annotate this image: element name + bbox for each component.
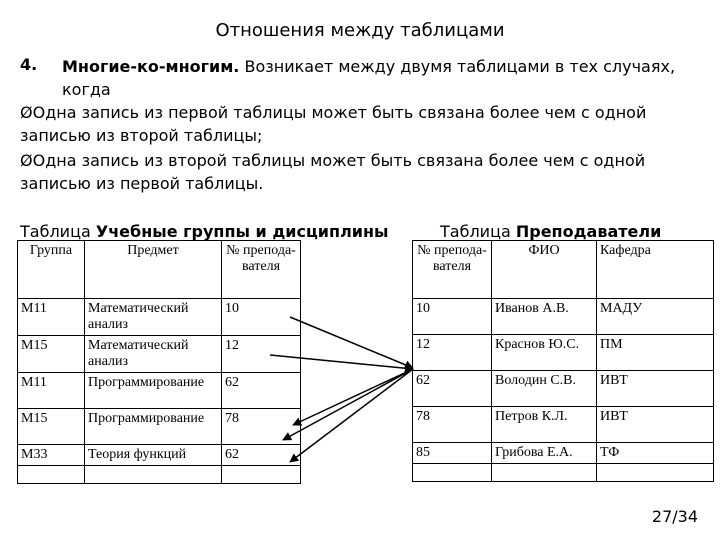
table-cell: 78 [222,409,301,445]
table-cell: Математический анализ [85,336,222,373]
caption-prefix: Таблица [440,222,516,241]
bullet-arrow-icon: Ø [20,151,33,170]
table-cell [597,464,714,482]
table-cell: 78 [413,407,492,443]
table-cell: 62 [413,371,492,407]
table-cell: Программирование [85,373,222,409]
table-cell [492,464,597,482]
table-header-row [413,241,714,299]
table-cell: М15 [18,409,85,445]
table-cell [222,466,301,484]
header-cell: № препода-вателя [222,241,301,299]
left-table-caption [20,222,389,241]
bullet-2 [20,149,700,195]
header-cell: Предмет [85,241,222,299]
table-cell: Программирование [85,409,222,445]
table-row [18,445,301,466]
table-cell: МАДУ [597,299,714,335]
table-cell: ПМ [597,335,714,371]
caption-name: Учебные группы и дисциплины [95,222,389,241]
table-row [18,336,301,373]
header-cell: Группа [18,241,85,299]
table-cell: Иванов А.В. [492,299,597,335]
intro-bold: Многие-ко-многим. [62,57,240,76]
right-table-caption [440,222,661,241]
table-cell: 12 [413,335,492,371]
table-row [413,335,714,371]
teachers-table [412,240,714,482]
header-cell: Кафедра [597,241,714,299]
bullet-1-text: Одна запись из первой таблицы может быть связана более чем с одной записью из второй таблицы; [20,103,647,145]
table-cell: Петров К.Л. [492,407,597,443]
slide-title: Отношения между таблицами [215,20,505,41]
groups-disciplines-table [17,240,301,484]
table-cell: Математический анализ [85,299,222,336]
table-cell [413,464,492,482]
table-cell: Грибова Е.А. [492,443,597,464]
table-cell: Краснов Ю.С. [492,335,597,371]
table-cell: М33 [18,445,85,466]
caption-name: Преподаватели [515,222,662,241]
page-number: 27/34 [651,507,698,526]
header-cell: ФИО [492,241,597,299]
table-cell: Теория функций [85,445,222,466]
bullet-arrow-icon: Ø [20,103,33,122]
link-arrow [290,317,413,368]
link-arrow [293,369,413,425]
table-row [18,466,301,484]
bullet-1 [20,101,700,147]
table-header-row [18,241,301,299]
intro-paragraph [62,55,702,101]
table-row [18,299,301,336]
table-cell [85,466,222,484]
table-row [413,299,714,335]
table-row [18,409,301,445]
table-row [18,373,301,409]
table-row [413,371,714,407]
caption-prefix: Таблица [20,222,96,241]
table-cell: 85 [413,443,492,464]
header-cell: № препода-вателя [413,241,492,299]
bullet-2-text: Одна запись из второй таблицы может быть связана более чем с одной записью из первой таблицы. [20,151,646,193]
table-cell: 10 [413,299,492,335]
table-row [413,443,714,464]
table-cell: ИВТ [597,371,714,407]
table-cell: ИВТ [597,407,714,443]
intro-rest: Возникает между двумя таблицами в тех случаях, когда [62,57,676,99]
table-row [413,407,714,443]
table-row [413,464,714,482]
table-cell: 62 [222,373,301,409]
table-cell [18,466,85,484]
item-number: 4. [20,55,38,74]
table-cell: М11 [18,373,85,409]
table-cell: М15 [18,336,85,373]
table-cell: 12 [222,336,301,373]
table-cell: ТФ [597,443,714,464]
link-arrow [283,369,413,440]
table-cell: М11 [18,299,85,336]
table-cell: Володин С.В. [492,371,597,407]
link-arrow [290,369,413,462]
table-cell: 10 [222,299,301,336]
table-cell: 62 [222,445,301,466]
